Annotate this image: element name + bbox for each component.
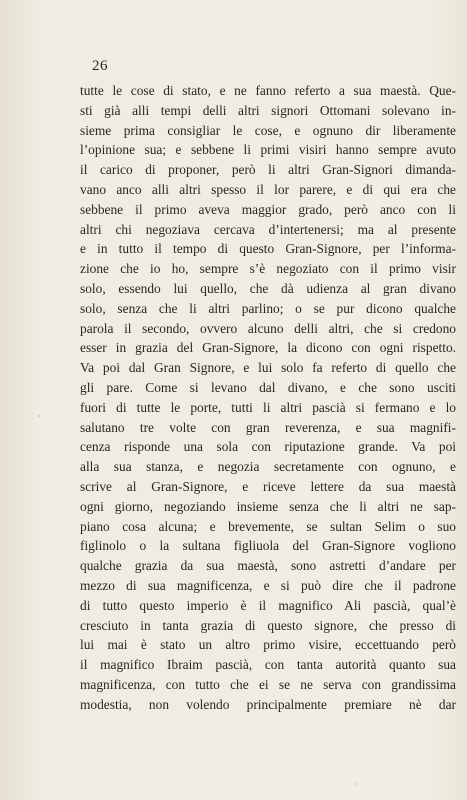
text-line: l’opinione sua; e sebbene li primi visiri hanno sempre avuto (80, 142, 456, 158)
text-line: cenza risponde una sola con riputazione grande. Va poi (80, 439, 456, 455)
text-line: sebbene il primo aveva maggior grado, però anco con li (80, 201, 456, 217)
text-line: solo, essendo lui quello, che dà udienza al gran divano (80, 280, 456, 296)
text-line: cresciuto in tanta grazia di questo signore, che presso di (80, 617, 456, 633)
text-line: tutte le cose di stato, e ne fanno referto a sua maestà. Que- (80, 83, 456, 98)
text-line: altri chi negoziava cercava d’intertenersi; ma al presente (80, 221, 456, 237)
text-line: sti già alli tempi delli altri signori Ottomani solevano in- (80, 102, 456, 118)
text-line: alla sua stanza, e negozia secretamente con ognuno, e (80, 459, 456, 475)
text-line: magnificenza, con tutto che ei se ne serva con grandissima (80, 676, 456, 692)
text-line: ogni giorno, negoziando insieme senza che li altri ne sap- (80, 498, 456, 514)
text-line: il carico di proponer, però li altri Gran-Signori dimanda- (80, 162, 456, 178)
text-line: piano cosa alcuna; e brevemente, se sultan Selim o suo (80, 518, 456, 534)
text-line: vano anco alli altri spesso il lor parere, e di qui era che (80, 181, 456, 197)
text-line: di tutto questo imperio è il magnifico Ali pascià, qual’è (80, 597, 456, 613)
text-line: esser in grazia del Gran-Signore, la dicono con ogni rispetto. (80, 340, 456, 356)
text-line: mezzo di sua magnificenza, e si può dire che il padrone (80, 577, 456, 593)
text-line: lui mai è stato un altro primo visire, eccettuando però (80, 637, 456, 653)
text-line: fuori di tutte le porte, tutti li altri pascià si fermano e lo (80, 399, 456, 415)
text-line: figlinolo o la sultana figliuola del Gran-Signore vogliono (80, 538, 456, 554)
text-line: il magnifico Ibraim pascià, con tanta autorità quanto sua (80, 657, 456, 673)
text-line: scrive al Gran-Signore, e riceve lettere da sua maestà (80, 478, 456, 494)
text-line: parola il secondo, ovvero alcuno delli altri, che si credono (80, 320, 456, 336)
paper-speck (38, 415, 40, 417)
text-line: qualche grazia da sua maestà, sono astretti d’andare per (80, 558, 456, 574)
text-line: gli pare. Come si levano dal divano, e che sono usciti (80, 379, 456, 395)
text-line: zione che io ho, sempre s’è negoziato con il primo visir (80, 261, 456, 277)
text-line: Va poi dal Gran Signore, e lui solo fa referto di quello che (80, 360, 456, 376)
text-line: sieme prima consigliar le cose, e ognuno dir liberamente (80, 122, 456, 138)
body-text (80, 81, 456, 715)
paper-speck (354, 783, 356, 785)
text-line: salutano tre volte con gran reverenza, e sua magnifi- (80, 419, 456, 435)
text-line: modestia, non volendo principalmente premiare nè dar (80, 696, 456, 712)
text-line: solo, senza che li altri parlino; o se pur dicono qualche (80, 300, 456, 316)
text-line: e in tutto il tempo di questo Gran-Signore, per l’informa- (80, 241, 456, 257)
page-number: 26 (92, 58, 108, 74)
